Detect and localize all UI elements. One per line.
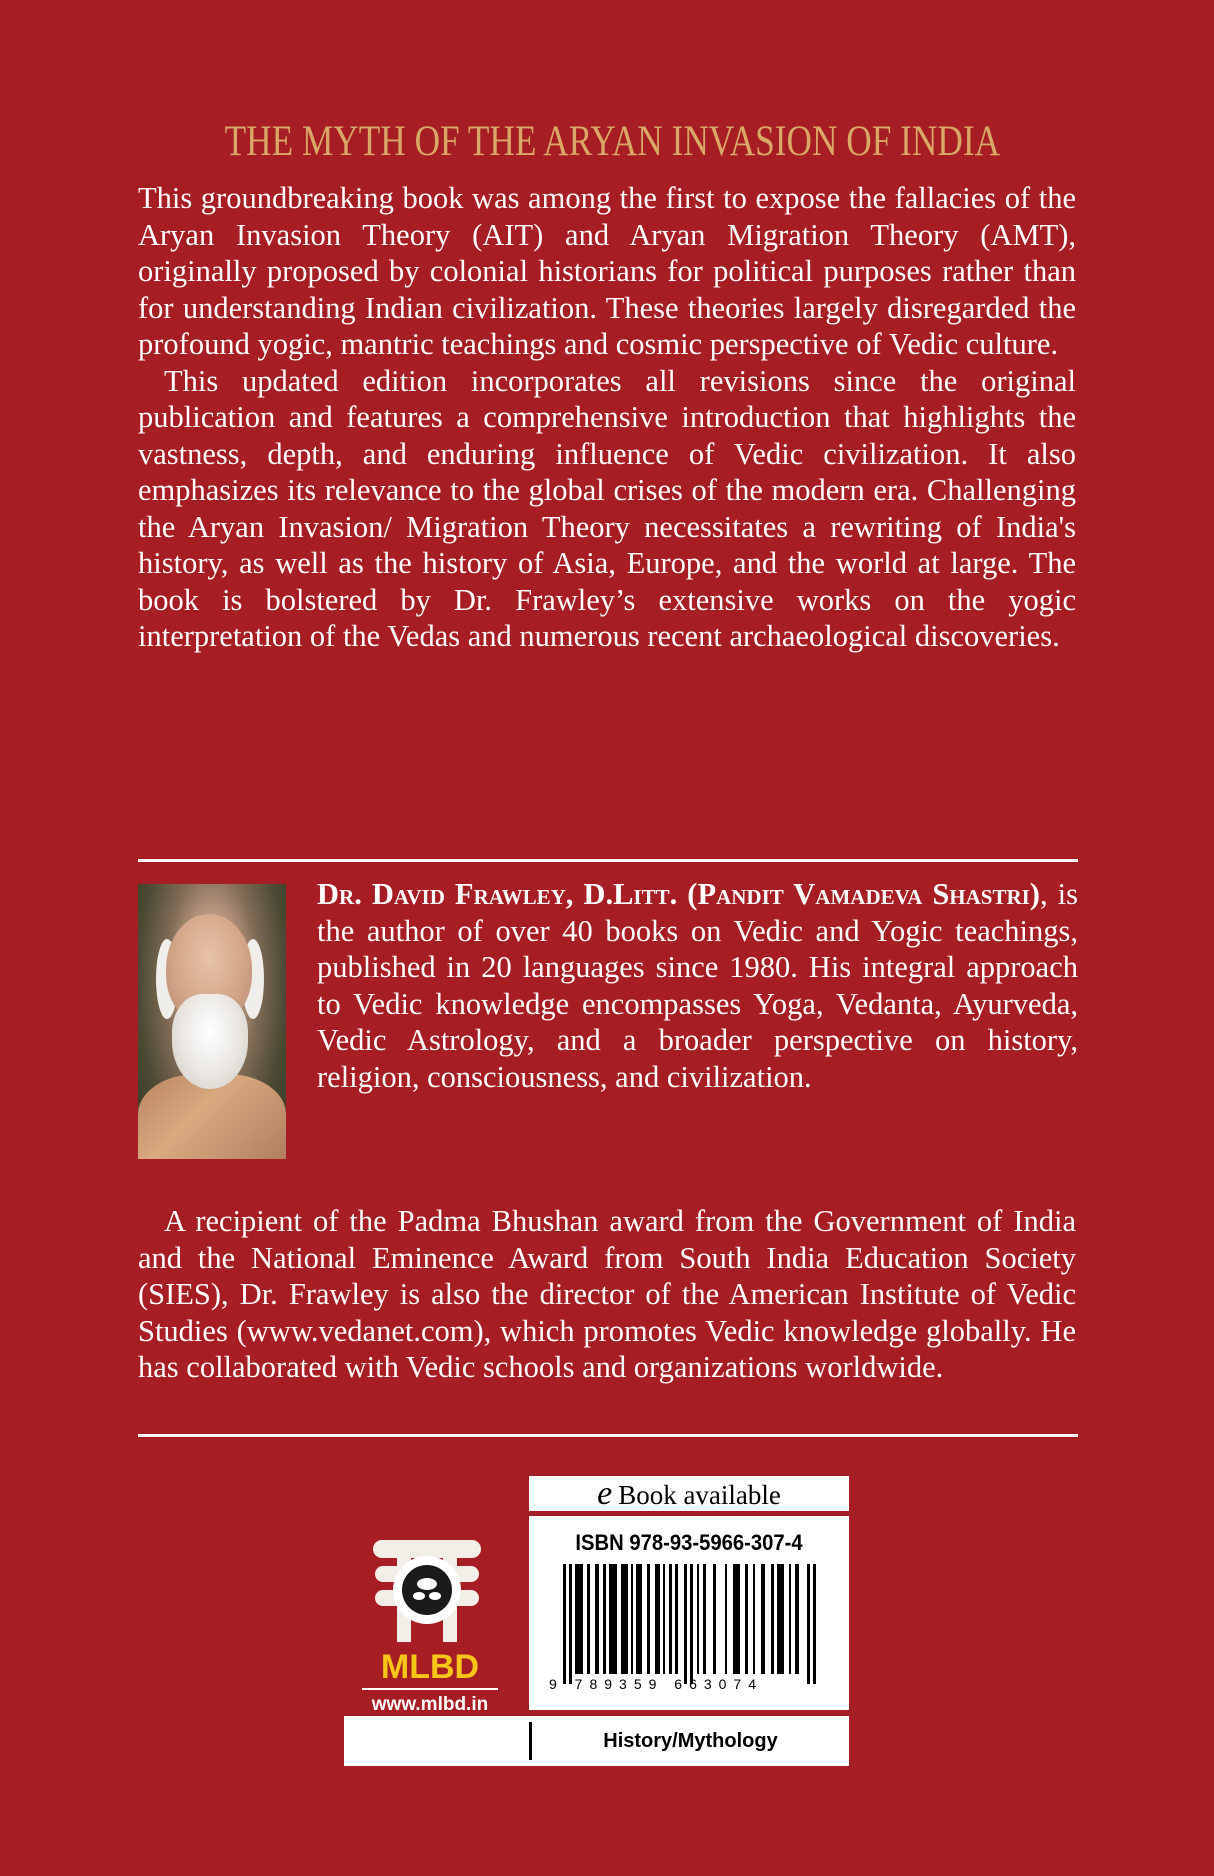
blurb-paragraph-1: This groundbreaking book was among the first to expose the fallacies of the Aryan Invasion Theory (AIT) and Aryan Migration Theory (AMT), originally proposed by colonial historians for political purposes rather than for understanding Indian civilization. These theories largely disregarded the profound yogic, mantric teachings and cosmic perspective of Vedic culture. bbox=[138, 181, 1076, 361]
ebook-e-icon: e bbox=[597, 1475, 613, 1512]
ebook-label: Book available bbox=[618, 1480, 781, 1510]
isbn-number: ISBN 978-93-5966-307-4 bbox=[575, 1530, 803, 1555]
author-bio-awards bbox=[138, 1203, 1076, 1386]
book-title: THE MYTH OF THE ARYAN INVASION OF INDIA bbox=[224, 118, 1001, 165]
barcode-digits: 9 789359 663074 bbox=[549, 1676, 763, 1692]
blurb-paragraph-2: This updated edition incorporates all revisions since the original publication and features a comprehensive introduction that highlights the vastness, depth, and enduring influence of Vedic civilization. It also emphasizes its relevance to the global crises of the modern era. Challenging the Aryan Invasion/ Migration Theory necessitates a rewriting of India's history, as well as the history of Asia, Europe, and the world at large. The book is bolstered by Dr. Frawley’s extensive works on the yogic interpretation of the Vedas and numerous recent archaeological discoveries. bbox=[138, 363, 1076, 653]
isbn-barcode-panel bbox=[529, 1516, 849, 1710]
author-bio-intro-text: , is the author of over 40 books on Vedic and Yogic teachings, published in 20 languages since 1980. His integral approach to Vedic knowledge encompasses Yoga, Vedanta, Ayurveda, Vedic Astrology, and a broader perspective on history, religion, consciousness, and civilization. bbox=[317, 877, 1079, 1094]
category-panel bbox=[344, 1716, 849, 1766]
publisher-emblem-icon bbox=[367, 1536, 487, 1644]
divider-bottom bbox=[138, 1434, 1078, 1437]
publisher-website-link[interactable]: www.mlbd.in bbox=[371, 1694, 489, 1715]
author-bio-intro bbox=[317, 876, 1078, 1095]
barcode-icon bbox=[563, 1564, 821, 1684]
publisher-divider bbox=[362, 1688, 498, 1690]
category-label: History/Mythology bbox=[603, 1730, 778, 1752]
author-name: Dr. David Frawley, D.Litt. (Pandit Vamadeva Shastri) bbox=[317, 877, 1040, 911]
photo-beard-shape bbox=[172, 994, 248, 1089]
divider-top bbox=[138, 859, 1078, 862]
author-bio-awards-text: A recipient of the Padma Bhushan award from the Government of India and the National Eminence Award from South India Education Society (SIES), Dr. Frawley is also the director of the American Institute of Vedic Studies (www.vedanet.com), which promotes Vedic knowledge globally. He has collaborated with Vedic schools and organizations worldwide. bbox=[138, 1204, 1076, 1384]
ebook-available-badge bbox=[529, 1476, 849, 1511]
author-photo bbox=[138, 884, 286, 1159]
book-blurb bbox=[138, 180, 1076, 655]
publisher-name: MLBD bbox=[380, 1648, 480, 1686]
